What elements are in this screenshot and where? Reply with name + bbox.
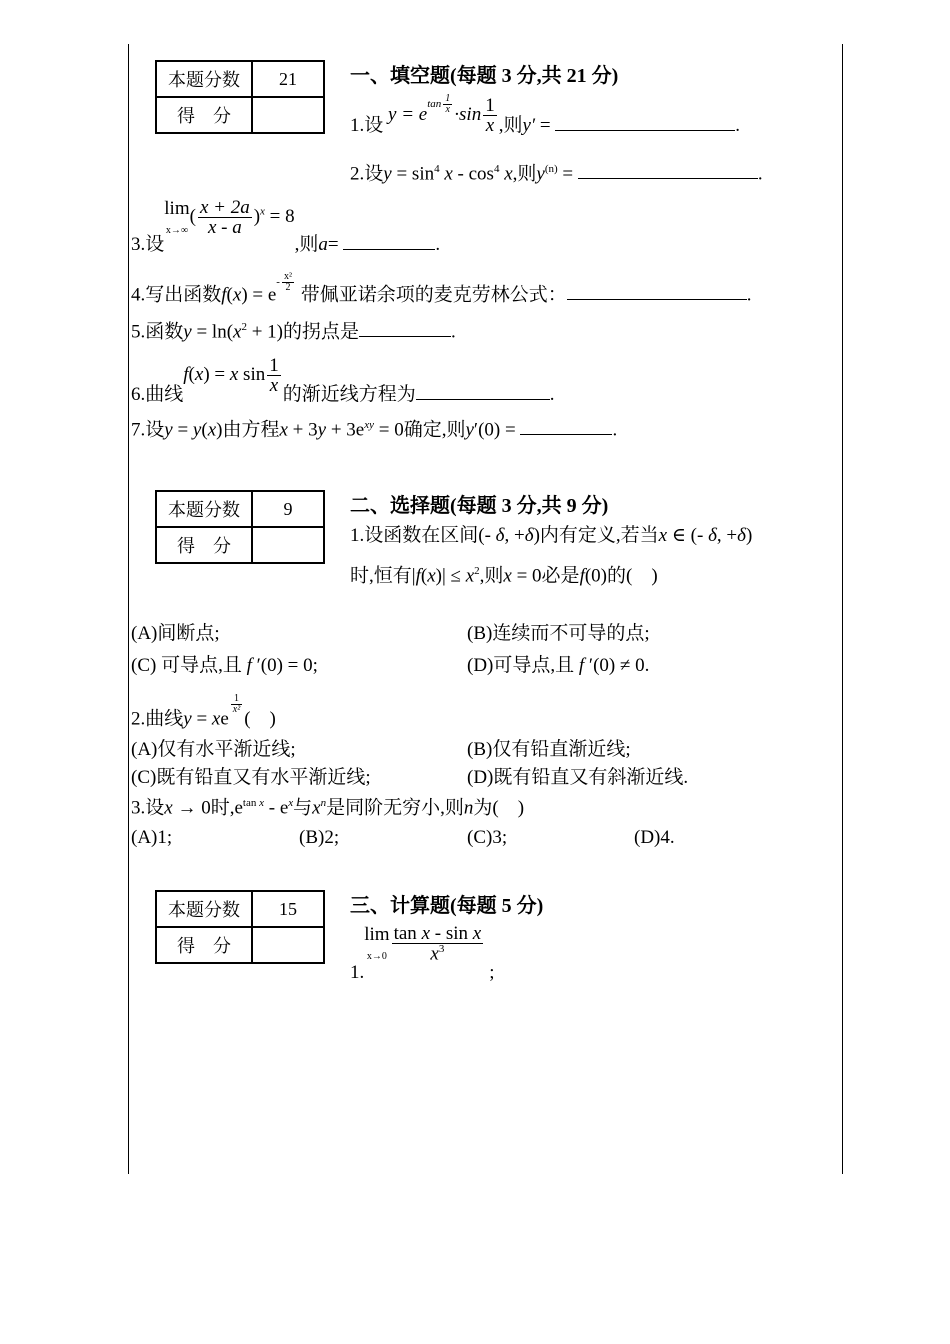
fill-q4-blank[interactable] xyxy=(567,299,747,300)
fill-q1-blank[interactable] xyxy=(555,130,735,131)
fill-q4-pre: 4.写出函数 xyxy=(131,284,222,306)
choice-q1-line1: 1.设函数在区间(- δ, +δ)内有定义,若当x ∈ (- δ, +δ) xyxy=(350,525,753,546)
fill-q5-post: 的拐点是 xyxy=(283,321,360,343)
score-label: 本题分数 xyxy=(156,61,252,97)
choice-q3-post: 为( ) xyxy=(473,797,525,819)
calc-q1: 1.lim x→0 $\frac{\text{tan x - sin x}}{x^3}$ ; xyxy=(350,923,495,984)
choice-q3-pre: 3.设 xyxy=(131,797,165,819)
fill-q2: 2.设$y = \sin^4 x - \cos^4 x$,则$y^{(n)}$ = . xyxy=(350,163,763,185)
choice-q1-line2-mid2: 必是 xyxy=(541,565,580,587)
fill-q6-pre: 6.曲线 xyxy=(131,383,184,405)
choice-q2-formula: y xyxy=(183,708,192,730)
choice-q3-option-d[interactable]: (D)4. xyxy=(634,827,675,848)
choice-q2-option-c[interactable]: (C)既有铅直又有水平渐近线; xyxy=(131,767,371,788)
section-heading-3: 三、计算题(每题 5 分) xyxy=(350,895,544,917)
fill-q3-mid: ,则 xyxy=(294,233,319,255)
score-box-1 xyxy=(155,60,325,134)
fill-q4: 4.写出函数$f(x) = e^{- \frac{\text{x²}}{2}}$ 带佩亚诺余项的麦克劳林公式： . xyxy=(131,271,752,306)
choice-q3-option-b[interactable]: (B)2; xyxy=(299,827,340,848)
choice-q1-option-d-label: (D)可导点,且 xyxy=(467,655,575,676)
fill-q7-pre: 7.设 xyxy=(131,419,165,441)
fill-q3-pre: 3.设 xyxy=(131,233,165,255)
fill-q7-mid1: 由方程 xyxy=(222,419,280,441)
right-border-line xyxy=(842,44,843,1174)
fill-q3-blank[interactable] xyxy=(343,249,435,250)
choice-q2-option-b[interactable]: (B)仅有铅直渐近线; xyxy=(467,739,631,760)
choice-q3-mid1: 时, xyxy=(210,797,235,819)
choice-q1-line2-pre: 时,恒有 xyxy=(350,565,412,587)
choice-q1-line2-mid: ,则 xyxy=(479,565,504,587)
calc-q1-pre: 1. xyxy=(350,962,365,984)
choice-q2: 2.曲线y = xe $^{\frac{1}{\text{x²}}}$ ( ) xyxy=(131,693,276,730)
get-value[interactable] xyxy=(252,927,324,963)
fill-q5-blank[interactable] xyxy=(359,336,451,337)
fill-q4-formula: f xyxy=(221,284,227,306)
choice-q3-mid3: 是同阶无穷小,则 xyxy=(326,797,464,819)
get-label: 得 分 xyxy=(156,97,252,133)
choice-q1-mid: 内有定义,若当 xyxy=(539,525,659,546)
section-heading-2: 二、选择题(每题 3 分,共 9 分) xyxy=(350,495,609,517)
fill-q3: 3.设lim x→∞( $\frac{x + 2a}{x - a}$ )$^x$ = 8,则a= . xyxy=(131,197,441,255)
fill-q2-blank[interactable] xyxy=(578,178,758,179)
section-heading-1: 一、填空题(每题 3 分,共 21 分) xyxy=(350,65,619,87)
fill-q2-pre: 2.设 xyxy=(350,163,384,185)
fill-q6-blank[interactable] xyxy=(416,399,550,400)
get-value[interactable] xyxy=(252,97,324,133)
fill-q3-formula: lim x→∞( $\frac{x + 2a}{x - a}$ )$^x$ = 8 xyxy=(164,197,295,238)
get-value[interactable] xyxy=(252,527,324,563)
choice-q1-option-a[interactable]: (A)间断点; xyxy=(131,623,220,644)
choice-q3-option-a[interactable]: (A)1; xyxy=(131,827,173,848)
score-box-2 xyxy=(155,490,325,564)
fill-q1-pre: 1.设 xyxy=(350,115,384,136)
fill-q1-y-prime: y′ xyxy=(522,115,536,136)
fill-q5-pre: 5.函数 xyxy=(131,321,184,343)
score-value: 21 xyxy=(252,61,324,97)
choice-q2-pre: 2.曲线 xyxy=(131,708,184,730)
choice-q1-option-d[interactable]: (D)可导点,且 f ′(0) ≠ 0. xyxy=(467,655,650,676)
score-label: 本题分数 xyxy=(156,491,252,527)
get-label: 得 分 xyxy=(156,927,252,963)
calc-q1-formula: lim x→0 $\frac{\text{tan x - sin x}}{x^3}$ xyxy=(364,923,482,965)
fill-q7-equation: x xyxy=(279,419,288,441)
fill-q4-post: 带佩亚诺余项的麦克劳林公式： xyxy=(300,284,567,306)
choice-q1-option-c[interactable]: (C) 可导点,且 f ′(0) = 0; xyxy=(131,655,318,676)
fill-q5: 5.函数$y = \ln(x^2 + 1)$的拐点是 . xyxy=(131,321,456,343)
fill-q7-blank[interactable] xyxy=(520,434,612,435)
choice-q3-mid2: 与 xyxy=(293,797,313,819)
fill-q1: 1.设 $y = e^{tan \frac{1}{x}}$ ·sin $\frac{1}{x}$ ,则y′ = . xyxy=(350,92,741,136)
score-label: 本题分数 xyxy=(156,891,252,927)
fill-q7-y: y xyxy=(164,419,173,441)
get-label: 得 分 xyxy=(156,527,252,563)
fill-q7-mid2: 确定,则 xyxy=(403,419,466,441)
choice-q2-option-a[interactable]: (A)仅有水平渐近线; xyxy=(131,739,296,760)
choice-q1-option-c-label: (C) 可导点,且 xyxy=(131,655,242,676)
choice-q1-option-b[interactable]: (B)连续而不可导的点; xyxy=(467,623,650,644)
fill-q1-mid: ,则 xyxy=(498,115,523,136)
fill-q5-formula: y xyxy=(183,321,192,343)
choice-q3: 3.设x → 0时$,e^{tan x} - e^x$与$x^n$是同阶无穷小,则n为( ) xyxy=(131,797,525,819)
fill-q7: 7.设y = y(x)由方程$x + 3y + 3e^{xy} = 0$确定,则y′(0) = . xyxy=(131,419,618,441)
fill-q1-formula: $y = e^{tan \frac{1}{x}}$ ·sin $\frac{1}{x}$ xyxy=(388,92,495,136)
fill-q2-formula: y xyxy=(383,163,392,185)
fill-q6: 6.曲线f(x) = x sin $\frac{1}{x}$ 的渐近线方程为 . xyxy=(131,355,555,405)
score-value: 9 xyxy=(252,491,324,527)
left-border-line xyxy=(128,44,129,1174)
choice-q2-post: ( ) xyxy=(244,708,276,730)
choice-q1-line2-post: 的( ) xyxy=(607,565,658,587)
score-box-3 xyxy=(155,890,325,964)
fill-q6-post: 的渐近线方程为 xyxy=(282,383,416,405)
choice-q2-option-d[interactable]: (D)既有铅直又有斜渐近线. xyxy=(467,767,689,788)
choice-q1-line2: 时,恒有$|f(x)| \le x^2$,则x = 0必是f(0)的( ) xyxy=(350,565,658,587)
choice-q3-option-c[interactable]: (C)3; xyxy=(467,827,508,848)
fill-q2-mid: ,则 xyxy=(512,163,537,185)
score-value: 15 xyxy=(252,891,324,927)
fill-q6-formula: f(x) = x sin $\frac{1}{x}$ xyxy=(183,355,279,396)
choice-q1-pre: 1.设函数在区间 xyxy=(350,525,479,546)
